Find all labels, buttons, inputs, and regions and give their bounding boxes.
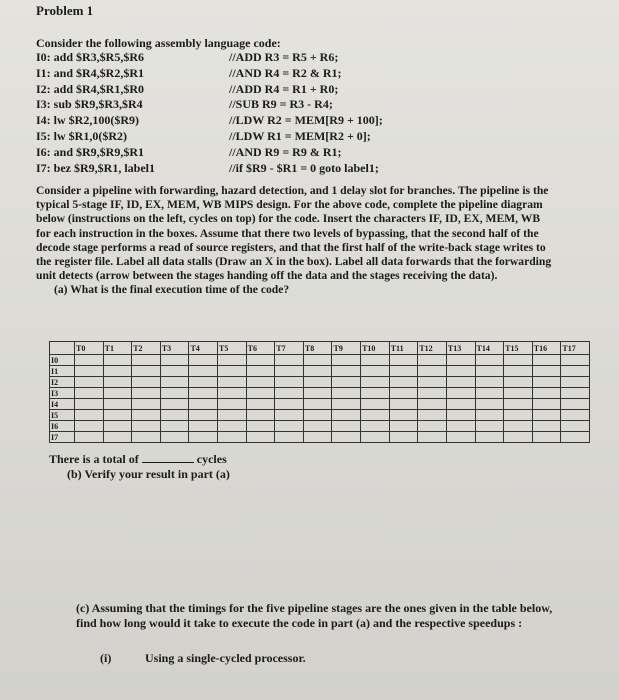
pipeline-stage-cell[interactable] xyxy=(246,366,275,377)
pipeline-stage-cell[interactable] xyxy=(361,399,390,410)
code-comment: //LDW R2 = MEM[R9 + 100]; xyxy=(229,113,383,128)
pipeline-stage-cell[interactable] xyxy=(361,421,390,432)
pipeline-stage-cell[interactable] xyxy=(561,421,590,432)
pipeline-stage-cell[interactable] xyxy=(418,366,447,377)
pipeline-stage-cell[interactable] xyxy=(160,366,189,377)
instruction-row xyxy=(50,366,590,377)
pipeline-stage-cell[interactable] xyxy=(103,388,132,399)
pipeline-stage-cell[interactable] xyxy=(475,421,504,432)
pipeline-stage-cell[interactable] xyxy=(446,388,475,399)
pipeline-stage-cell[interactable] xyxy=(332,432,361,443)
pipeline-stage-cell[interactable] xyxy=(532,421,561,432)
pipeline-stage-cell[interactable] xyxy=(446,366,475,377)
pipeline-stage-cell[interactable] xyxy=(361,366,390,377)
pipeline-stage-cell[interactable] xyxy=(275,388,304,399)
pipeline-stage-cell[interactable] xyxy=(160,399,189,410)
pipeline-stage-cell[interactable] xyxy=(246,388,275,399)
cycles-answer-blank[interactable] xyxy=(142,452,194,463)
instruction-row xyxy=(50,399,590,410)
cycle-header: T0 xyxy=(75,342,104,355)
question-c: (c) Assuming that the timings for the five pipeline stages are the ones given in the table below, find how long would it take to execute the code in part (a) and the respective speedups : xyxy=(76,601,553,630)
code-intro: Consider the following assembly language code: xyxy=(36,36,281,50)
code-instruction: I7: bez $R9,$R1, label1 xyxy=(36,160,155,175)
problem-title: Problem 1 xyxy=(36,3,94,18)
instruction-label: I6 xyxy=(50,421,75,432)
cycle-header: T8 xyxy=(303,342,332,355)
pipeline-stage-cell[interactable] xyxy=(303,432,332,443)
pipeline-stage-cell[interactable] xyxy=(75,355,104,366)
pipeline-stage-cell[interactable] xyxy=(132,432,161,443)
pipeline-stage-cell[interactable] xyxy=(332,388,361,399)
code-comment: //LDW R1 = MEM[R2 + 0]; xyxy=(229,129,371,143)
pipeline-stage-cell[interactable] xyxy=(418,399,447,410)
pipeline-stage-cell[interactable] xyxy=(75,388,104,399)
pipeline-stage-cell[interactable] xyxy=(475,388,504,399)
pipeline-stage-cell[interactable] xyxy=(246,355,275,366)
pipeline-stage-cell[interactable] xyxy=(446,377,475,388)
code-instruction: I4: lw $R2,100($R9) xyxy=(36,113,139,128)
code-instruction: I6: and $R9,$R9,$R1 xyxy=(36,144,145,159)
cycle-header: T16 xyxy=(532,342,561,355)
pipeline-stage-cell[interactable] xyxy=(275,355,304,366)
pipeline-stage-cell[interactable] xyxy=(75,421,104,432)
pipeline-stage-cell[interactable] xyxy=(189,377,218,388)
code-comment: //ADD R4 = R1 + R0; xyxy=(229,81,339,96)
cycle-header: T17 xyxy=(561,342,590,355)
code-instruction: I1: and $R4,$R2,$R1 xyxy=(36,65,145,80)
code-comment: //if $R9 - $R1 = 0 goto label1; xyxy=(229,160,379,175)
question-c-i-number: (i) xyxy=(100,651,112,665)
pipeline-stage-cell[interactable] xyxy=(532,410,561,421)
pipeline-stage-cell[interactable] xyxy=(532,432,561,443)
pipeline-stage-cell[interactable] xyxy=(418,355,447,366)
code-instruction: I5: lw $R1,0($R2) xyxy=(36,129,127,143)
pipeline-stage-cell[interactable] xyxy=(218,399,247,410)
pipeline-stage-cell[interactable] xyxy=(303,410,332,421)
pipeline-stage-cell[interactable] xyxy=(389,410,418,421)
pipeline-stage-cell[interactable] xyxy=(418,421,447,432)
pipeline-stage-cell[interactable] xyxy=(418,388,447,399)
pipeline-stage-cell[interactable] xyxy=(303,388,332,399)
pipeline-stage-cell[interactable] xyxy=(246,410,275,421)
pipeline-stage-cell[interactable] xyxy=(332,377,361,388)
pipeline-stage-cell[interactable] xyxy=(218,377,247,388)
pipeline-stage-cell[interactable] xyxy=(389,355,418,366)
pipeline-stage-cell[interactable] xyxy=(361,355,390,366)
instruction-label: I2 xyxy=(50,377,75,388)
grid-corner-cell xyxy=(50,342,75,355)
pipeline-stage-cell[interactable] xyxy=(418,432,447,443)
pipeline-stage-cell[interactable] xyxy=(246,421,275,432)
instruction-row xyxy=(50,410,590,421)
problem-description xyxy=(36,184,552,298)
cycle-header: T11 xyxy=(389,342,418,355)
cycle-header-row xyxy=(50,342,590,355)
pipeline-stage-cell[interactable] xyxy=(275,366,304,377)
pipeline-stage-cell[interactable] xyxy=(132,399,161,410)
pipeline-stage-cell[interactable] xyxy=(160,432,189,443)
pipeline-stage-cell[interactable] xyxy=(189,388,218,399)
question-b: (b) Verify your result in part (a) xyxy=(67,467,230,481)
total-suffix: cycles xyxy=(196,452,227,466)
pipeline-stage-cell[interactable] xyxy=(504,410,533,421)
cycle-header: T5 xyxy=(218,342,247,355)
pipeline-stage-cell[interactable] xyxy=(361,410,390,421)
pipeline-stage-cell[interactable] xyxy=(418,377,447,388)
cycle-header: T9 xyxy=(332,342,361,355)
pipeline-stage-cell[interactable] xyxy=(275,410,304,421)
pipeline-stage-cell[interactable] xyxy=(132,355,161,366)
pipeline-stage-cell[interactable] xyxy=(160,377,189,388)
pipeline-stage-cell[interactable] xyxy=(561,432,590,443)
pipeline-stage-cell[interactable] xyxy=(532,366,561,377)
pipeline-stage-cell[interactable] xyxy=(275,432,304,443)
pipeline-stage-cell[interactable] xyxy=(361,432,390,443)
code-instruction: I0: add $R3,$R5,$R6 xyxy=(36,50,145,64)
pipeline-stage-cell[interactable] xyxy=(218,410,247,421)
cycle-header: T13 xyxy=(446,342,475,355)
cycle-header: T1 xyxy=(103,342,132,355)
pipeline-diagram-table xyxy=(49,341,590,443)
pipeline-stage-cell[interactable] xyxy=(160,410,189,421)
pipeline-stage-cell[interactable] xyxy=(361,377,390,388)
pipeline-stage-cell[interactable] xyxy=(532,355,561,366)
pipeline-stage-cell[interactable] xyxy=(103,410,132,421)
pipeline-stage-cell[interactable] xyxy=(103,377,132,388)
question-a: (a) What is the final execution time of the code? xyxy=(54,283,290,297)
pipeline-stage-cell[interactable] xyxy=(189,410,218,421)
pipeline-stage-cell[interactable] xyxy=(303,355,332,366)
pipeline-stage-cell[interactable] xyxy=(389,432,418,443)
pipeline-stage-cell[interactable] xyxy=(218,421,247,432)
pipeline-stage-cell[interactable] xyxy=(189,366,218,377)
pipeline-stage-cell[interactable] xyxy=(561,410,590,421)
pipeline-stage-cell[interactable] xyxy=(504,355,533,366)
pipeline-stage-cell[interactable] xyxy=(75,377,104,388)
pipeline-stage-cell[interactable] xyxy=(132,410,161,421)
pipeline-stage-cell[interactable] xyxy=(132,421,161,432)
pipeline-stage-cell[interactable] xyxy=(132,388,161,399)
pipeline-stage-cell[interactable] xyxy=(132,366,161,377)
instruction-label: I5 xyxy=(50,410,75,421)
pipeline-stage-cell[interactable] xyxy=(75,432,104,443)
pipeline-stage-cell[interactable] xyxy=(389,399,418,410)
pipeline-stage-cell[interactable] xyxy=(332,399,361,410)
pipeline-stage-cell[interactable] xyxy=(475,355,504,366)
pipeline-stage-cell[interactable] xyxy=(246,399,275,410)
question-c-i-text: Using a single-cycled processor. xyxy=(145,651,306,665)
pipeline-stage-cell[interactable] xyxy=(446,432,475,443)
pipeline-stage-cell[interactable] xyxy=(532,377,561,388)
instruction-row xyxy=(50,377,590,388)
pipeline-stage-cell[interactable] xyxy=(446,399,475,410)
instruction-label: I4 xyxy=(50,399,75,410)
total-prefix: There is a total of xyxy=(49,452,139,466)
instruction-row xyxy=(50,432,590,443)
pipeline-stage-cell[interactable] xyxy=(75,366,104,377)
pipeline-stage-cell[interactable] xyxy=(332,421,361,432)
pipeline-stage-cell[interactable] xyxy=(389,377,418,388)
pipeline-stage-cell[interactable] xyxy=(504,399,533,410)
pipeline-stage-cell[interactable] xyxy=(561,399,590,410)
pipeline-stage-cell[interactable] xyxy=(532,399,561,410)
pipeline-stage-cell[interactable] xyxy=(303,421,332,432)
pipeline-stage-cell[interactable] xyxy=(561,388,590,399)
pipeline-stage-cell[interactable] xyxy=(561,355,590,366)
pipeline-stage-cell[interactable] xyxy=(160,388,189,399)
instruction-label: I0 xyxy=(50,355,75,366)
pipeline-stage-cell[interactable] xyxy=(303,366,332,377)
pipeline-stage-cell[interactable] xyxy=(332,366,361,377)
pipeline-stage-cell[interactable] xyxy=(332,355,361,366)
cycle-header: T3 xyxy=(160,342,189,355)
pipeline-stage-cell[interactable] xyxy=(218,366,247,377)
pipeline-stage-cell[interactable] xyxy=(389,421,418,432)
pipeline-stage-cell[interactable] xyxy=(275,421,304,432)
pipeline-stage-cell[interactable] xyxy=(218,355,247,366)
pipeline-stage-cell[interactable] xyxy=(361,388,390,399)
total-cycles-line xyxy=(49,452,227,467)
question-c-i xyxy=(100,651,306,666)
pipeline-stage-cell[interactable] xyxy=(103,421,132,432)
pipeline-stage-cell[interactable] xyxy=(246,432,275,443)
code-comment: //AND R9 = R9 & R1; xyxy=(229,144,342,159)
pipeline-stage-cell[interactable] xyxy=(532,388,561,399)
code-comment: //AND R4 = R2 & R1; xyxy=(229,65,342,80)
pipeline-stage-cell[interactable] xyxy=(218,432,247,443)
pipeline-stage-cell[interactable] xyxy=(332,410,361,421)
instruction-row xyxy=(50,388,590,399)
instruction-label: I1 xyxy=(50,366,75,377)
pipeline-stage-cell[interactable] xyxy=(475,377,504,388)
cycle-header: T12 xyxy=(418,342,447,355)
pipeline-stage-cell[interactable] xyxy=(446,421,475,432)
pipeline-stage-cell[interactable] xyxy=(132,377,161,388)
pipeline-stage-cell[interactable] xyxy=(103,399,132,410)
pipeline-stage-cell[interactable] xyxy=(75,399,104,410)
pipeline-stage-cell[interactable] xyxy=(189,399,218,410)
pipeline-stage-cell[interactable] xyxy=(504,432,533,443)
code-comment: //SUB R9 = R3 - R4; xyxy=(229,97,333,112)
cycle-header: T2 xyxy=(132,342,161,355)
pipeline-stage-cell[interactable] xyxy=(561,377,590,388)
pipeline-stage-cell[interactable] xyxy=(504,421,533,432)
pipeline-stage-cell[interactable] xyxy=(504,366,533,377)
code-comment: //ADD R3 = R5 + R6; xyxy=(229,50,339,64)
pipeline-stage-cell[interactable] xyxy=(160,421,189,432)
pipeline-stage-cell[interactable] xyxy=(389,366,418,377)
pipeline-stage-cell[interactable] xyxy=(475,366,504,377)
pipeline-stage-cell[interactable] xyxy=(303,399,332,410)
instruction-row xyxy=(50,421,590,432)
pipeline-stage-cell[interactable] xyxy=(103,432,132,443)
cycle-header: T4 xyxy=(189,342,218,355)
pipeline-stage-cell[interactable] xyxy=(418,410,447,421)
pipeline-stage-cell[interactable] xyxy=(246,377,275,388)
pipeline-stage-cell[interactable] xyxy=(475,410,504,421)
cycle-header: T6 xyxy=(246,342,275,355)
pipeline-stage-cell[interactable] xyxy=(275,399,304,410)
pipeline-instructions: Consider a pipeline with forwarding, hazard detection, and 1 delay slot for branches. The pipeline is the typical 5-stage IF, ID, EX, MEM, WB MIPS design. For the above code, complete the pipeline diagram below (instructions on the left, cycles on top) for the code. Insert the characters IF, ID, EX, MEM, WB for each instruction in the boxes. Assume that there two levels of bypassing, that the second half of the decode stage performs a read of source registers, and that the first half of the write-back stage writes to the register file. Label all data stalls (Draw an X in the box). Label all data forwards that the forwarding unit detects (arrow between the stages handing off the data and the stages receiving the data). xyxy=(36,184,552,283)
cycle-header: T10 xyxy=(361,342,390,355)
pipeline-stage-cell[interactable] xyxy=(561,366,590,377)
instruction-label: I7 xyxy=(50,432,75,443)
cycle-header: T7 xyxy=(275,342,304,355)
pipeline-stage-cell[interactable] xyxy=(103,366,132,377)
pipeline-stage-cell[interactable] xyxy=(189,421,218,432)
pipeline-stage-cell[interactable] xyxy=(504,388,533,399)
pipeline-stage-cell[interactable] xyxy=(218,388,247,399)
instruction-label: I3 xyxy=(50,388,75,399)
pipeline-stage-cell[interactable] xyxy=(389,388,418,399)
pipeline-stage-cell[interactable] xyxy=(504,377,533,388)
code-instruction: I2: add $R4,$R1,$R0 xyxy=(36,81,145,96)
pipeline-stage-cell[interactable] xyxy=(160,355,189,366)
pipeline-stage-cell[interactable] xyxy=(475,432,504,443)
cycle-header: T15 xyxy=(504,342,533,355)
pipeline-stage-cell[interactable] xyxy=(103,355,132,366)
pipeline-stage-cell[interactable] xyxy=(303,377,332,388)
cycle-header: T14 xyxy=(475,342,504,355)
pipeline-stage-cell[interactable] xyxy=(75,410,104,421)
pipeline-stage-cell[interactable] xyxy=(446,355,475,366)
pipeline-stage-cell[interactable] xyxy=(446,410,475,421)
pipeline-stage-cell[interactable] xyxy=(475,399,504,410)
pipeline-stage-cell[interactable] xyxy=(275,377,304,388)
instruction-row xyxy=(50,355,590,366)
pipeline-stage-cell[interactable] xyxy=(189,432,218,443)
pipeline-stage-cell[interactable] xyxy=(189,355,218,366)
code-instruction: I3: sub $R9,$R3,$R4 xyxy=(36,97,143,112)
